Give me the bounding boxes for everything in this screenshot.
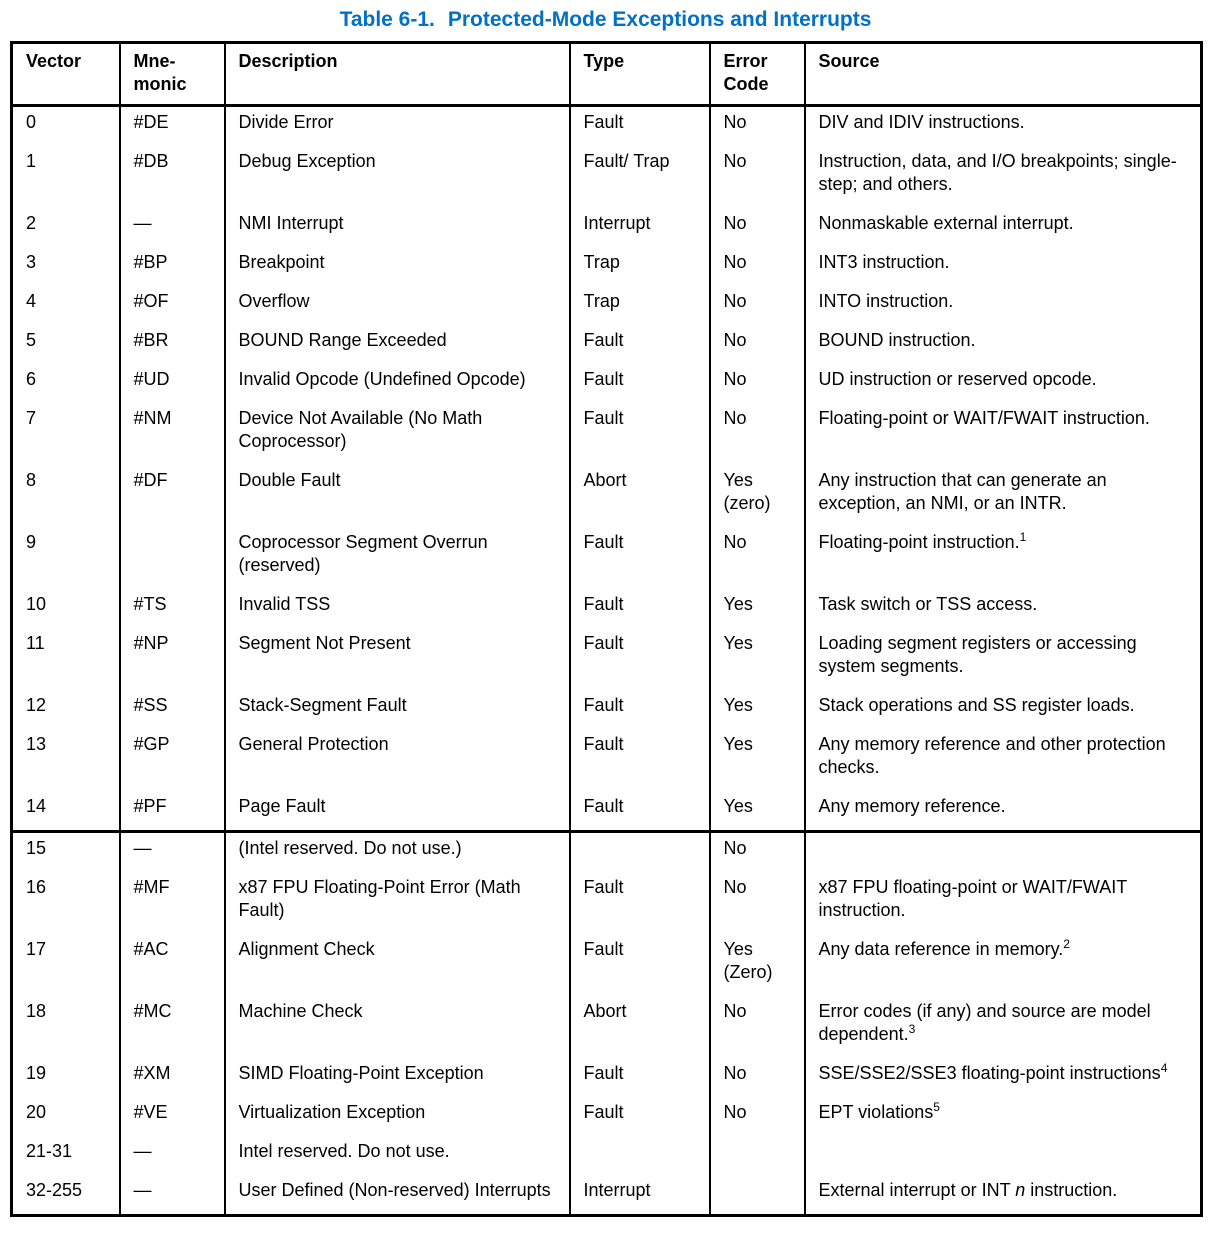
exceptions-table (10, 41, 1203, 1217)
cell-type: Fault (570, 1058, 710, 1097)
table-row (12, 791, 1202, 832)
cell-type: Fault (570, 1097, 710, 1136)
cell-source: External interrupt or INT n instruction. (805, 1175, 1202, 1216)
cell-error-code: Yes (710, 729, 805, 791)
cell-vector: 3 (12, 247, 120, 286)
cell-error-code: No (710, 364, 805, 403)
table-row (12, 690, 1202, 729)
cell-mnemonic: #PF (120, 791, 225, 832)
cell-type: Fault (570, 791, 710, 832)
cell-vector: 17 (12, 934, 120, 996)
cell-error-code: Yes (710, 690, 805, 729)
cell-type: Fault (570, 364, 710, 403)
cell-source: Stack operations and SS register loads. (805, 690, 1202, 729)
cell-source: EPT violations$^5$ (805, 1097, 1202, 1136)
cell-mnemonic: #AC (120, 934, 225, 996)
cell-description: Stack-Segment Fault (225, 690, 570, 729)
cell-type: Fault (570, 589, 710, 628)
cell-type: Fault (570, 325, 710, 364)
cell-vector: 10 (12, 589, 120, 628)
table-row (12, 872, 1202, 934)
cell-error-code: No (710, 247, 805, 286)
table-row (12, 628, 1202, 690)
cell-vector: 18 (12, 996, 120, 1058)
footnote-ref: 3 (908, 1022, 916, 1036)
cell-source: Any memory reference. (805, 791, 1202, 832)
cell-description: SIMD Floating-Point Exception (225, 1058, 570, 1097)
cell-type: Fault (570, 729, 710, 791)
cell-vector: 21-31 (12, 1136, 120, 1175)
cell-description: Invalid Opcode (Undefined Opcode) (225, 364, 570, 403)
cell-source: Nonmaskable external interrupt. (805, 208, 1202, 247)
cell-vector: 7 (12, 403, 120, 465)
cell-mnemonic: #DE (120, 106, 225, 147)
footnote-ref: 1 (1019, 530, 1027, 544)
cell-error-code: Yes (710, 628, 805, 690)
cell-error-code: No (710, 996, 805, 1058)
cell-type: Fault/ Trap (570, 146, 710, 208)
cell-error-code: Yes (710, 589, 805, 628)
table-row (12, 106, 1202, 147)
footnote-ref: 4 (1160, 1061, 1168, 1075)
table-row (12, 589, 1202, 628)
cell-type: Interrupt (570, 208, 710, 247)
cell-error-code: No (710, 527, 805, 589)
cell-mnemonic: #DF (120, 465, 225, 527)
cell-mnemonic: — (120, 1175, 225, 1216)
cell-description: Breakpoint (225, 247, 570, 286)
cell-source: Any data reference in memory.$^2$ (805, 934, 1202, 996)
cell-description: Page Fault (225, 791, 570, 832)
cell-error-code: No (710, 1097, 805, 1136)
table-row (12, 247, 1202, 286)
cell-description: Debug Exception (225, 146, 570, 208)
cell-error-code: No (710, 146, 805, 208)
table-row (12, 286, 1202, 325)
cell-description: x87 FPU Floating-Point Error (Math Fault) (225, 872, 570, 934)
cell-mnemonic: #XM (120, 1058, 225, 1097)
cell-mnemonic: — (120, 208, 225, 247)
cell-description: Coprocessor Segment Overrun (reserved) (225, 527, 570, 589)
cell-vector: 15 (12, 832, 120, 873)
cell-mnemonic: #NP (120, 628, 225, 690)
cell-type: Trap (570, 247, 710, 286)
footnote-ref: 5 (933, 1100, 940, 1114)
cell-source: Any instruction that can generate an exception, an NMI, or an INTR. (805, 465, 1202, 527)
table-row (12, 325, 1202, 364)
cell-error-code: No (710, 208, 805, 247)
cell-source: Floating-point or WAIT/FWAIT instruction. (805, 403, 1202, 465)
cell-vector: 19 (12, 1058, 120, 1097)
cell-mnemonic: #SS (120, 690, 225, 729)
table-row (12, 1097, 1202, 1136)
cell-mnemonic: #DB (120, 146, 225, 208)
table-row (12, 527, 1202, 589)
cell-description: Divide Error (225, 106, 570, 147)
cell-source: Loading segment registers or accessing system segments. (805, 628, 1202, 690)
cell-error-code: No (710, 286, 805, 325)
header-row (12, 43, 1202, 106)
cell-vector: 20 (12, 1097, 120, 1136)
cell-vector: 5 (12, 325, 120, 364)
cell-type: Fault (570, 628, 710, 690)
table-header (12, 43, 1202, 106)
column-header-error-code: Error Code (710, 43, 805, 106)
cell-source (805, 832, 1202, 873)
table-caption (0, 7, 1211, 32)
cell-type: Interrupt (570, 1175, 710, 1216)
cell-source: SSE/SSE2/SSE3 floating-point instructions$^4$ (805, 1058, 1202, 1097)
column-header-vector: Vector (12, 43, 120, 106)
cell-mnemonic (120, 527, 225, 589)
cell-source: Any memory reference and other protection checks. (805, 729, 1202, 791)
cell-error-code: Yes (710, 791, 805, 832)
cell-mnemonic: #GP (120, 729, 225, 791)
cell-source: Error codes (if any) and source are model dependent.$^3$ (805, 996, 1202, 1058)
cell-vector: 13 (12, 729, 120, 791)
cell-error-code: No (710, 832, 805, 873)
cell-type: Abort (570, 996, 710, 1058)
table-row (12, 832, 1202, 873)
cell-type: Abort (570, 465, 710, 527)
cell-source: Floating-point instruction.$^1$ (805, 527, 1202, 589)
cell-description: Machine Check (225, 996, 570, 1058)
cell-description: Segment Not Present (225, 628, 570, 690)
cell-source: BOUND instruction. (805, 325, 1202, 364)
cell-description: Double Fault (225, 465, 570, 527)
cell-mnemonic: #MF (120, 872, 225, 934)
cell-error-code: Yes (zero) (710, 465, 805, 527)
cell-mnemonic: #VE (120, 1097, 225, 1136)
cell-source: INT3 instruction. (805, 247, 1202, 286)
cell-description: Alignment Check (225, 934, 570, 996)
cell-vector: 16 (12, 872, 120, 934)
cell-source: DIV and IDIV instructions. (805, 106, 1202, 147)
cell-error-code: No (710, 403, 805, 465)
cell-source (805, 1136, 1202, 1175)
cell-mnemonic: #OF (120, 286, 225, 325)
cell-description: BOUND Range Exceeded (225, 325, 570, 364)
cell-type: Trap (570, 286, 710, 325)
cell-error-code: No (710, 325, 805, 364)
cell-type (570, 832, 710, 873)
cell-vector: 9 (12, 527, 120, 589)
cell-type: Fault (570, 403, 710, 465)
cell-description: Invalid TSS (225, 589, 570, 628)
cell-vector: 12 (12, 690, 120, 729)
cell-mnemonic: #BP (120, 247, 225, 286)
cell-error-code: No (710, 1058, 805, 1097)
table-row (12, 729, 1202, 791)
cell-error-code (710, 1175, 805, 1216)
cell-vector: 4 (12, 286, 120, 325)
cell-description: Overflow (225, 286, 570, 325)
table-row (12, 146, 1202, 208)
cell-description: (Intel reserved. Do not use.) (225, 832, 570, 873)
cell-type: Fault (570, 690, 710, 729)
cell-source: Task switch or TSS access. (805, 589, 1202, 628)
table-row (12, 208, 1202, 247)
cell-description: Device Not Available (No Math Coprocessor) (225, 403, 570, 465)
column-header-description: Description (225, 43, 570, 106)
cell-description: NMI Interrupt (225, 208, 570, 247)
table-caption-text: Protected-Mode Exceptions and Interrupts (447, 8, 872, 31)
table-row (12, 1058, 1202, 1097)
table-row (12, 364, 1202, 403)
cell-type: Fault (570, 106, 710, 147)
cell-source: INTO instruction. (805, 286, 1202, 325)
cell-mnemonic: #NM (120, 403, 225, 465)
footnote-ref: 2 (1063, 937, 1070, 951)
table-row (12, 996, 1202, 1058)
cell-vector: 14 (12, 791, 120, 832)
table-row (12, 1136, 1202, 1175)
cell-vector: 1 (12, 146, 120, 208)
cell-mnemonic: #UD (120, 364, 225, 403)
cell-source: Instruction, data, and I/O breakpoints; single-step; and others. (805, 146, 1202, 208)
italic-text: n (1015, 1180, 1026, 1200)
table-caption-label: Table 6-1. (339, 8, 435, 31)
cell-vector: 2 (12, 208, 120, 247)
cell-mnemonic: #BR (120, 325, 225, 364)
cell-mnemonic: #MC (120, 996, 225, 1058)
column-header-source: Source (805, 43, 1202, 106)
cell-error-code: No (710, 106, 805, 147)
table-body (12, 106, 1202, 1216)
cell-description: Intel reserved. Do not use. (225, 1136, 570, 1175)
cell-vector: 8 (12, 465, 120, 527)
column-header-type: Type (570, 43, 710, 106)
cell-type: Fault (570, 872, 710, 934)
cell-mnemonic: — (120, 832, 225, 873)
cell-type (570, 1136, 710, 1175)
cell-mnemonic: — (120, 1136, 225, 1175)
table-row (12, 934, 1202, 996)
cell-description: General Protection (225, 729, 570, 791)
column-header-mnemonic: Mne-monic (120, 43, 225, 106)
table-row (12, 465, 1202, 527)
cell-source: x87 FPU floating-point or WAIT/FWAIT instruction. (805, 872, 1202, 934)
cell-vector: 0 (12, 106, 120, 147)
cell-description: User Defined (Non-reserved) Interrupts (225, 1175, 570, 1216)
cell-vector: 6 (12, 364, 120, 403)
cell-vector: 32-255 (12, 1175, 120, 1216)
cell-type: Fault (570, 527, 710, 589)
cell-description: Virtualization Exception (225, 1097, 570, 1136)
cell-mnemonic: #TS (120, 589, 225, 628)
cell-source: UD instruction or reserved opcode. (805, 364, 1202, 403)
cell-error-code (710, 1136, 805, 1175)
cell-error-code: Yes (Zero) (710, 934, 805, 996)
cell-vector: 11 (12, 628, 120, 690)
table-row (12, 1175, 1202, 1216)
cell-type: Fault (570, 934, 710, 996)
cell-error-code: No (710, 872, 805, 934)
table-row (12, 403, 1202, 465)
